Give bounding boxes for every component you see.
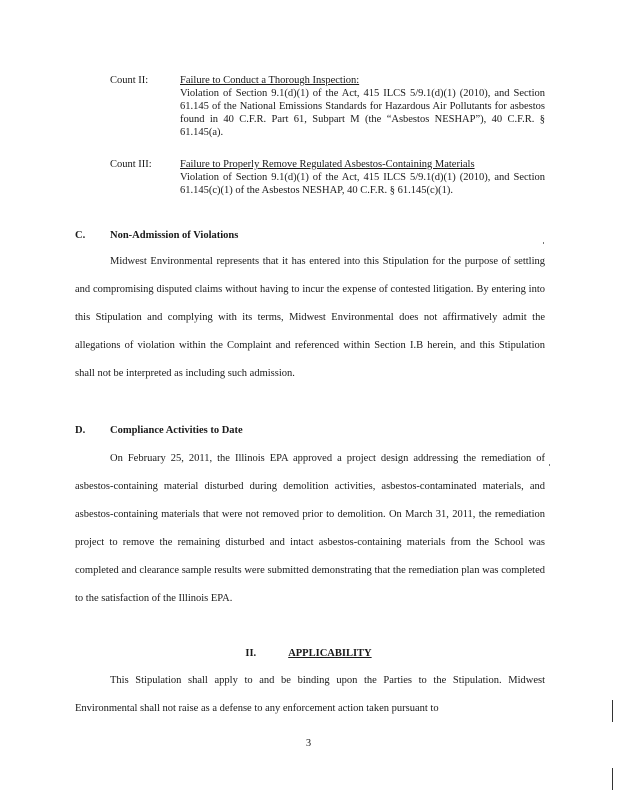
section-d-paragraph: On February 25, 2011, the Illinois EPA approved a project design addressing the remediation of asbestos-containing material disturbed during demolition activities, asbestos-contaminated materials, and asbestos-containing materials that were not removed prior to demolition. On March 31, 2011, the remediation project to remove the remaining disturbed and intact asbestos-containing materials from the School was completed and clearance sample results were submitted demonstrating that the remediation plan was completed to the satisfaction of the Illinois EPA. [75, 453, 545, 604]
section-d-letter: D. [75, 425, 86, 436]
section-c-paragraph: Midwest Environmental represents that it has entered into this Stipulation for the purpose of settling and compromising disputed claims without having to incur the expense of contested litigation. By entering into this Stipulation and complying with its terms, Midwest Environmental does not affirmatively admit the allegations of violation within the Complaint and referenced within Section I.B herein, and this Stipulation shall not be interpreted as including such admission. [75, 256, 545, 379]
section-ii-heading [0, 648, 617, 659]
section-ii-number: II. [245, 648, 257, 659]
section-c-letter: C. [75, 230, 86, 241]
scan-speck [549, 464, 550, 466]
count-ii-title: Failure to Conduct a Thorough Inspection: [180, 75, 360, 86]
section-d-title: Compliance Activities to Date [110, 425, 243, 436]
section-ii-paragraph: This Stipulation shall apply to and be binding upon the Parties to the Stipulation. Midwest Environmental shall not raise as a defense to any enforcement action taken pursuant to [75, 675, 545, 714]
count-iii-body [180, 158, 545, 197]
count-ii-label: Count II: [110, 75, 149, 86]
count-ii-body [180, 74, 545, 139]
count-iii-label: Count III: [110, 159, 152, 170]
revision-bar [612, 700, 613, 722]
scan-speck [543, 242, 544, 244]
count-ii-text: Violation of Section 9.1(d)(1) of the Act, 415 ILCS 5/9.1(d)(1) (2010), and Section 61.145 of the National Emissions Standards for Hazardous Air Pollutants for asbestos found in 40 C.F.R. Part 61, Subpart M (the “Asbestos NESHAP”), 40 C.F.R. § 61.145(a). [180, 88, 545, 138]
page-number: 3 [305, 738, 312, 749]
revision-bar [612, 768, 613, 790]
section-ii-title: APPLICABILITY [288, 648, 372, 659]
count-iii-title: Failure to Properly Remove Regulated Asbestos-Containing Materials [180, 159, 475, 170]
count-iii-text: Violation of Section 9.1(d)(1) of the Act, 415 ILCS 5/9.1(d)(1) (2010), and Section 61.145(c)(1) of the Asbestos NESHAP, 40 C.F.R. § 61.145(c)(1). [180, 172, 545, 196]
section-c-title: Non-Admission of Violations [110, 230, 239, 241]
